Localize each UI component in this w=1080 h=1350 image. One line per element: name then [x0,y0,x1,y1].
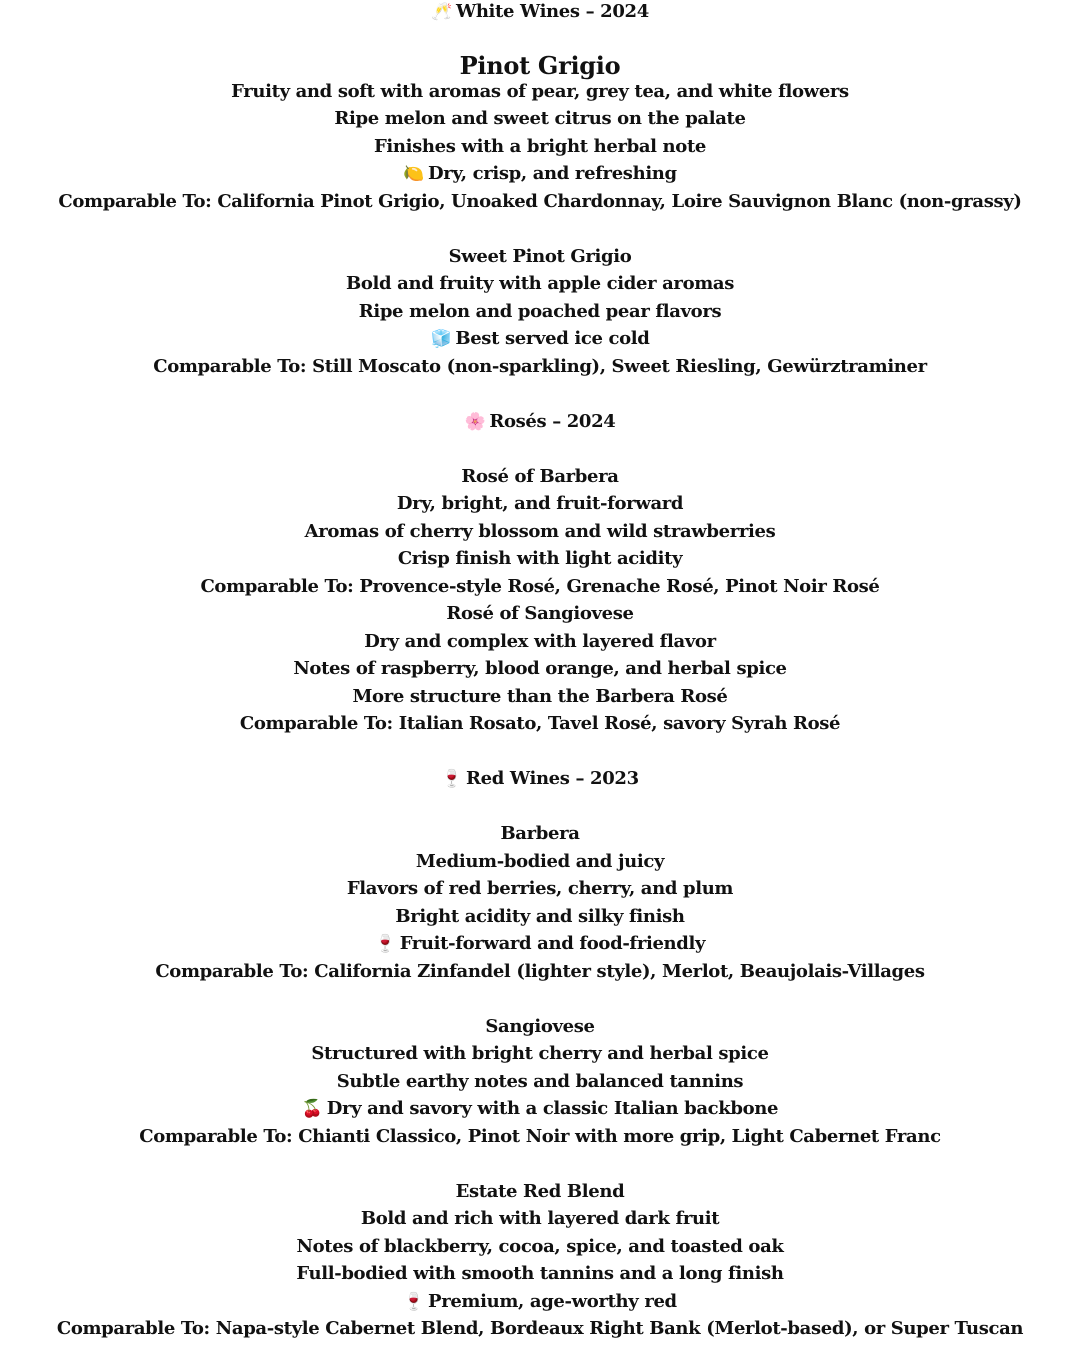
spacer [0,437,1080,465]
wine-note: Aromas of cherry blossom and wild strawberries [304,520,776,542]
wine-note: Medium-bodied and juicy [415,850,665,872]
wine-comparable: Comparable To: Napa-style Cabernet Blend, Bordeaux Right Bank (Merlot-based), or Super Tuscan [56,1318,1024,1339]
wine-name-pinot-grigio: Pinot Grigio [459,50,621,80]
wine-note: Bold and rich with layered dark fruit [360,1208,720,1229]
white-wines-heading: 🥂 White Wines – 2024 [431,1,649,22]
wine-name-rose-of-sangiovese: Rosé of Sangiovese [446,603,634,624]
wine-highlight: 🧊 Best served ice cold [430,328,650,349]
wine-note: Dry and complex with layered flavor [364,630,716,652]
wine-note: Finishes with a bright herbal note [373,135,707,157]
wine-name-sweet-pinot-grigio: Sweet Pinot Grigio [448,245,632,267]
wine-note: Notes of raspberry, blood orange, and herbal spice [293,658,787,679]
wine-highlight: 🍋 Dry, crisp, and refreshing [403,163,677,184]
spacer [0,987,1080,1015]
wine-glass-icon: 🍷 [374,934,396,954]
roses-heading: 🌸 Rosés – 2024 [464,410,616,432]
spacer [0,795,1080,823]
cherries-icon: 🍒 [301,1099,323,1119]
wine-note: Flavors of red berries, cherry, and plum [346,878,734,899]
cherry-blossom-icon: 🌸 [464,411,486,432]
spacer [0,217,1080,245]
lemon-icon: 🍋 [403,164,425,184]
wine-note: Subtle earthy notes and balanced tannins [336,1070,744,1092]
ice-cube-icon: 🧊 [430,329,452,349]
wine-note: Structured with bright cherry and herbal spice [311,1043,769,1064]
wine-comparable: Comparable To: Italian Rosato, Tavel Rosé, savory Syrah Rosé [239,713,841,734]
wine-note: Fruity and soft with aromas of pear, grey tea, and white flowers [231,80,849,102]
wine-glass-icon: 🍷 [403,1291,425,1312]
wine-note: Full-bodied with smooth tannins and a long finish [296,1263,784,1284]
wine-comparable: Comparable To: Still Moscato (non-sparkling), Sweet Riesling, Gewürztraminer [153,355,927,377]
spacer [0,382,1080,410]
wine-comparable: Comparable To: California Zinfandel (lighter style), Merlot, Beaujolais-Villages [155,960,925,982]
wine-highlight: 🍷 Premium, age-worthy red [403,1290,677,1312]
spacer [0,1152,1080,1180]
wine-name-rose-of-barbera: Rosé of Barbera [461,465,619,487]
wine-note: Ripe melon and sweet citrus on the palate [334,108,746,129]
red-wines-heading: 🍷 Red Wines – 2023 [441,768,639,789]
wine-comparable: Comparable To: Chianti Classico, Pinot Noir with more grip, Light Cabernet Franc [139,1125,941,1147]
wine-name-estate-red-blend: Estate Red Blend [455,1180,625,1202]
wine-highlight: 🍷 Fruit-forward and food-friendly [374,933,706,954]
wine-note: Dry, bright, and fruit-forward [396,493,684,514]
wine-note: Bold and fruity with apple cider aromas [345,273,735,294]
wine-name-sangiovese: Sangiovese [485,1015,595,1037]
spacer [0,740,1080,768]
wine-note: Notes of blackberry, cocoa, spice, and toasted oak [296,1235,784,1257]
wine-glass-icon: 🍷 [441,769,463,789]
wine-comparable: Comparable To: Provence-style Rosé, Grenache Rosé, Pinot Noir Rosé [200,575,880,597]
wine-name-barbera: Barbera [500,823,580,844]
wine-note: Ripe melon and poached pear flavors [358,300,722,322]
wine-note: Crisp finish with light acidity [397,548,683,569]
wine-comparable: Comparable To: California Pinot Grigio, Unoaked Chardonnay, Loire Sauvignon Blanc (non-grassy) [58,190,1022,212]
wine-note: More structure than the Barbera Rosé [352,685,728,707]
wine-note: Bright acidity and silky finish [395,905,685,927]
wine-highlight: 🍒 Dry and savory with a classic Italian backbone [301,1098,779,1119]
clinking-glasses-icon: 🥂 [431,2,452,22]
